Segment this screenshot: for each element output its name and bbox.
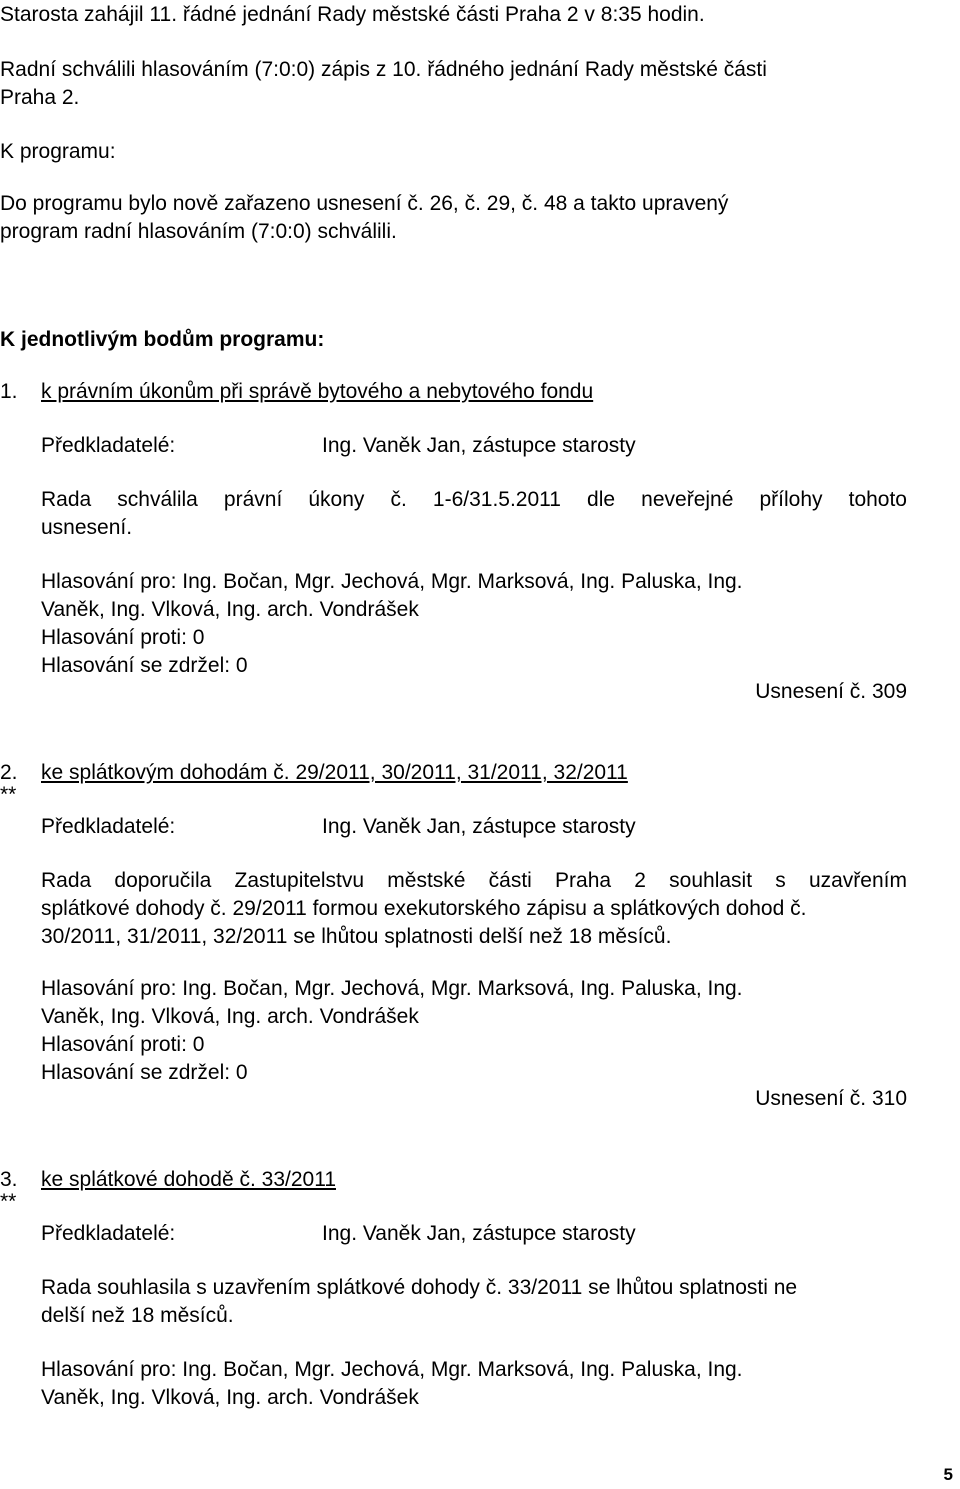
item-title: ke splátkovým dohodám č. 29/2011, 30/2011, 31/2011, 32/2011: [41, 761, 628, 784]
vote-for-line-1: Hlasování pro: Ing. Bočan, Mgr. Jechová, Mgr. Marksová, Ing. Paluska, Ing.: [41, 977, 743, 1000]
intro-line-2: Radní schválili hlasováním (7:0:0) zápis z 10. řádného jednání Rady městské části: [0, 58, 767, 81]
presenter-label: Předkladatelé:: [41, 1222, 176, 1245]
item-text-line-1: Rada souhlasila s uzavřením splátkové dohody č. 33/2011 se lhůtou splatnosti ne: [41, 1276, 798, 1299]
item-stars: **: [0, 1190, 17, 1213]
presenter-label: Předkladatelé:: [41, 815, 176, 838]
vote-for-line-2: Vaněk, Ing. Vlková, Ing. arch. Vondrášek: [41, 598, 419, 621]
items-heading: K jednotlivým bodům programu:: [0, 328, 325, 351]
program-heading: K programu:: [0, 140, 116, 163]
intro-line-1: Starosta zahájil 11. řádné jednání Rady městské části Praha 2 v 8:35 hodin.: [0, 3, 705, 26]
presenter-name: Ing. Vaněk Jan, zástupce starosty: [322, 1222, 636, 1245]
vote-abstain: Hlasování se zdržel: 0: [41, 654, 248, 677]
item-title: k právním úkonům při správě bytového a nebytového fondu: [41, 380, 594, 403]
program-line-2: program radní hlasováním (7:0:0) schválili.: [0, 220, 397, 243]
presenter-label: Předkladatelé:: [41, 434, 176, 457]
item-text-line-2: usnesení.: [41, 516, 133, 539]
resolution-number: Usnesení č. 309: [755, 680, 907, 703]
vote-abstain: Hlasování se zdržel: 0: [41, 1061, 248, 1084]
vote-for-line-1: Hlasování pro: Ing. Bočan, Mgr. Jechová, Mgr. Marksová, Ing. Paluska, Ing.: [41, 570, 743, 593]
item-text-line-3: 30/2011, 31/2011, 32/2011 se lhůtou splatnosti delší než 18 měsíců.: [41, 925, 672, 948]
item-number: 2.: [0, 761, 18, 784]
vote-for-line-2: Vaněk, Ing. Vlková, Ing. arch. Vondrášek: [41, 1386, 419, 1409]
vote-against: Hlasování proti: 0: [41, 1033, 205, 1056]
item-text-line-1: Rada schválila právní úkony č. 1-6/31.5.2011 dle neveřejné přílohy tohoto: [41, 488, 907, 511]
vote-against: Hlasování proti: 0: [41, 626, 205, 649]
presenter-name: Ing. Vaněk Jan, zástupce starosty: [322, 434, 636, 457]
resolution-number: Usnesení č. 310: [755, 1087, 907, 1110]
item-number: 3.: [0, 1168, 18, 1191]
item-stars: **: [0, 783, 17, 806]
item-text-line-2: splátkové dohody č. 29/2011 formou exekutorského zápisu a splátkových dohod č.: [41, 897, 807, 920]
item-title: ke splátkové dohodě č. 33/2011: [41, 1168, 336, 1191]
intro-line-3: Praha 2.: [0, 86, 80, 109]
item-text-line-1: Rada doporučila Zastupitelstvu městské části Praha 2 souhlasit s uzavřením: [41, 869, 907, 892]
item-text-line-2: delší než 18 měsíců.: [41, 1304, 234, 1327]
item-number: 1.: [0, 380, 18, 403]
program-line-1: Do programu bylo nově zařazeno usnesení č. 26, č. 29, č. 48 a takto upravený: [0, 192, 729, 215]
page-number: 5: [943, 1465, 953, 1484]
presenter-name: Ing. Vaněk Jan, zástupce starosty: [322, 815, 636, 838]
vote-for-line-2: Vaněk, Ing. Vlková, Ing. arch. Vondrášek: [41, 1005, 419, 1028]
vote-for-line-1: Hlasování pro: Ing. Bočan, Mgr. Jechová, Mgr. Marksová, Ing. Paluska, Ing.: [41, 1358, 743, 1381]
